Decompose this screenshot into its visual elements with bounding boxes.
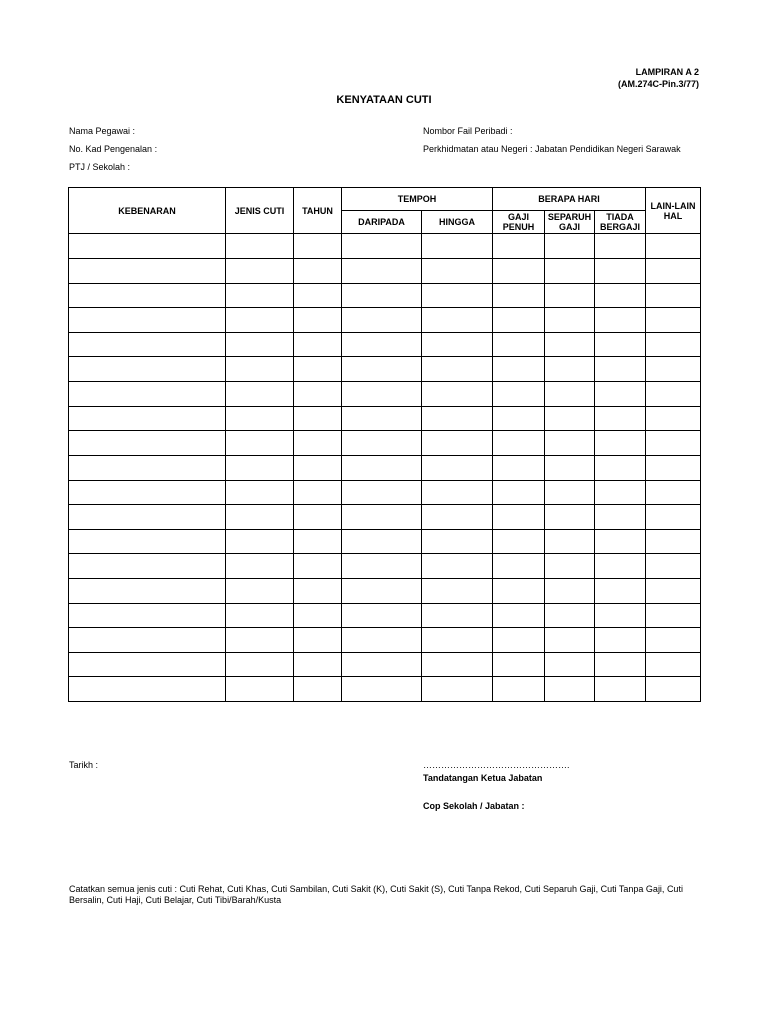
table-cell[interactable] — [294, 652, 342, 677]
table-cell[interactable] — [226, 529, 294, 554]
table-cell[interactable] — [595, 234, 646, 259]
header-berapa-hari: BERAPA HARI — [493, 188, 646, 211]
table-cell[interactable] — [422, 382, 493, 407]
table-cell[interactable] — [294, 283, 342, 308]
table-cell[interactable] — [294, 406, 342, 431]
table-cell[interactable] — [595, 332, 646, 357]
table-cell[interactable] — [69, 603, 226, 628]
table-cell[interactable] — [69, 628, 226, 653]
table-row — [69, 234, 701, 259]
header-lain-lain-hal: LAIN-LAIN HAL — [646, 188, 701, 234]
table-cell[interactable] — [646, 529, 701, 554]
table-cell[interactable] — [493, 554, 545, 579]
table-cell[interactable] — [493, 603, 545, 628]
table-cell[interactable] — [545, 234, 595, 259]
table-cell[interactable] — [226, 628, 294, 653]
table-cell[interactable] — [422, 603, 493, 628]
table-cell[interactable] — [69, 480, 226, 505]
table-cell[interactable] — [342, 283, 422, 308]
table-cell[interactable] — [595, 505, 646, 530]
table-cell[interactable] — [226, 578, 294, 603]
table-cell[interactable] — [226, 455, 294, 480]
table-cell[interactable] — [422, 505, 493, 530]
table-cell[interactable] — [493, 455, 545, 480]
table-cell[interactable] — [226, 357, 294, 382]
table-cell[interactable] — [646, 505, 701, 530]
table-cell[interactable] — [595, 480, 646, 505]
table-cell[interactable] — [69, 505, 226, 530]
table-cell[interactable] — [646, 455, 701, 480]
table-cell[interactable] — [422, 431, 493, 456]
table-cell[interactable] — [342, 455, 422, 480]
table-cell[interactable] — [69, 529, 226, 554]
table-cell[interactable] — [342, 357, 422, 382]
table-cell[interactable] — [595, 529, 646, 554]
table-cell[interactable] — [493, 283, 545, 308]
table-body — [69, 234, 701, 702]
table-row — [69, 406, 701, 431]
table-cell[interactable] — [545, 554, 595, 579]
table-cell[interactable] — [226, 332, 294, 357]
table-cell[interactable] — [545, 308, 595, 333]
table-cell[interactable] — [226, 505, 294, 530]
table-cell[interactable] — [294, 480, 342, 505]
table-row — [69, 677, 701, 702]
header-tiada-bergaji: TIADA BERGAJI — [595, 211, 646, 234]
table-cell[interactable] — [69, 234, 226, 259]
table-cell[interactable] — [69, 283, 226, 308]
table-cell[interactable] — [646, 554, 701, 579]
table-row — [69, 554, 701, 579]
table-cell[interactable] — [595, 455, 646, 480]
table-cell[interactable] — [294, 529, 342, 554]
table-row — [69, 652, 701, 677]
nama-pegawai-label: Nama Pegawai : — [69, 126, 136, 136]
table-row — [69, 529, 701, 554]
table-cell[interactable] — [493, 677, 545, 702]
table-cell[interactable] — [493, 308, 545, 333]
table-cell[interactable] — [595, 652, 646, 677]
table-row — [69, 628, 701, 653]
table-cell[interactable] — [226, 677, 294, 702]
table-cell[interactable] — [646, 677, 701, 702]
table-cell[interactable] — [342, 382, 422, 407]
table-cell[interactable] — [646, 308, 701, 333]
table-cell[interactable] — [595, 628, 646, 653]
signature-line: …………………………………………. — [423, 760, 570, 770]
table-cell[interactable] — [226, 603, 294, 628]
table-cell[interactable] — [422, 406, 493, 431]
table-cell[interactable] — [294, 578, 342, 603]
table-cell[interactable] — [545, 455, 595, 480]
table-cell[interactable] — [545, 603, 595, 628]
table-row — [69, 431, 701, 456]
table-row — [69, 283, 701, 308]
table-cell[interactable] — [545, 652, 595, 677]
form-reference-code: (AM.274C-Pin.3/77) — [617, 79, 699, 89]
table-cell[interactable] — [226, 382, 294, 407]
table-cell[interactable] — [342, 480, 422, 505]
header-tahun: TAHUN — [294, 188, 342, 234]
header-gaji-penuh: GAJI PENUH — [493, 211, 545, 234]
no-kad-label: No. Kad Pengenalan : — [69, 144, 158, 154]
table-cell[interactable] — [69, 554, 226, 579]
table-cell[interactable] — [294, 357, 342, 382]
table-cell[interactable] — [545, 529, 595, 554]
table-cell[interactable] — [294, 431, 342, 456]
table-cell[interactable] — [69, 652, 226, 677]
table-cell[interactable] — [493, 259, 545, 284]
table-cell[interactable] — [69, 308, 226, 333]
table-cell[interactable] — [69, 259, 226, 284]
table-cell[interactable] — [595, 357, 646, 382]
table-cell[interactable] — [226, 308, 294, 333]
table-cell[interactable] — [226, 554, 294, 579]
table-cell[interactable] — [342, 259, 422, 284]
table-row — [69, 308, 701, 333]
perkhidmatan-label: Perkhidmatan atau Negeri : Jabatan Pendidikan Negeri Sarawak — [423, 144, 681, 154]
table-cell[interactable] — [545, 382, 595, 407]
page-title: KENYATAAN CUTI — [336, 94, 432, 106]
table-cell[interactable] — [595, 308, 646, 333]
table-cell[interactable] — [493, 578, 545, 603]
table-cell[interactable] — [342, 234, 422, 259]
table-cell[interactable] — [342, 603, 422, 628]
table-cell[interactable] — [646, 652, 701, 677]
table-cell[interactable] — [294, 234, 342, 259]
table-cell[interactable] — [595, 259, 646, 284]
table-cell[interactable] — [342, 332, 422, 357]
table-cell[interactable] — [646, 578, 701, 603]
table-cell[interactable] — [226, 431, 294, 456]
table-cell[interactable] — [493, 628, 545, 653]
table-cell[interactable] — [493, 431, 545, 456]
table-cell[interactable] — [294, 677, 342, 702]
table-cell[interactable] — [294, 554, 342, 579]
table-cell[interactable] — [646, 382, 701, 407]
table-cell[interactable] — [69, 357, 226, 382]
table-cell[interactable] — [646, 628, 701, 653]
table-cell[interactable] — [69, 406, 226, 431]
table-cell[interactable] — [646, 431, 701, 456]
table-cell[interactable] — [646, 406, 701, 431]
table-cell[interactable] — [226, 234, 294, 259]
table-row — [69, 259, 701, 284]
table-cell[interactable] — [545, 480, 595, 505]
table-cell[interactable] — [545, 259, 595, 284]
table-cell[interactable] — [545, 332, 595, 357]
table-cell[interactable] — [342, 677, 422, 702]
table-cell[interactable] — [226, 652, 294, 677]
ptj-sekolah-label: PTJ / Sekolah : — [69, 162, 131, 172]
table-cell[interactable] — [342, 308, 422, 333]
table-cell[interactable] — [493, 332, 545, 357]
table-cell[interactable] — [342, 505, 422, 530]
table-cell[interactable] — [646, 259, 701, 284]
table-cell[interactable] — [422, 677, 493, 702]
table-cell[interactable] — [545, 431, 595, 456]
table-cell[interactable] — [422, 529, 493, 554]
header-jenis-cuti: JENIS CUTI — [226, 188, 294, 234]
header-tempoh: TEMPOH — [342, 188, 493, 211]
table-row — [69, 505, 701, 530]
table-cell[interactable] — [69, 578, 226, 603]
table-cell[interactable] — [422, 652, 493, 677]
table-cell[interactable] — [646, 332, 701, 357]
table-cell[interactable] — [422, 578, 493, 603]
table-cell[interactable] — [226, 480, 294, 505]
table-cell[interactable] — [493, 406, 545, 431]
table-cell[interactable] — [294, 603, 342, 628]
table-cell[interactable] — [545, 628, 595, 653]
table-cell[interactable] — [646, 480, 701, 505]
table-header-row — [69, 188, 701, 211]
table-cell[interactable] — [69, 332, 226, 357]
table-cell[interactable] — [646, 357, 701, 382]
nombor-fail-label: Nombor Fail Peribadi : — [423, 126, 513, 136]
table-cell[interactable] — [294, 505, 342, 530]
table-cell[interactable] — [422, 628, 493, 653]
table-cell[interactable] — [545, 283, 595, 308]
table-cell[interactable] — [493, 480, 545, 505]
table-cell[interactable] — [493, 382, 545, 407]
table-cell[interactable] — [226, 406, 294, 431]
table-cell[interactable] — [342, 578, 422, 603]
table-cell[interactable] — [493, 357, 545, 382]
table-cell[interactable] — [226, 259, 294, 284]
table-cell[interactable] — [69, 677, 226, 702]
table-cell[interactable] — [493, 234, 545, 259]
header-kebenaran: KEBENARAN — [69, 188, 226, 234]
table-cell[interactable] — [294, 259, 342, 284]
table-cell[interactable] — [294, 382, 342, 407]
table-cell[interactable] — [545, 677, 595, 702]
lampiran-label: LAMPIRAN A 2 — [635, 67, 699, 77]
table-cell[interactable] — [422, 283, 493, 308]
tarikh-label: Tarikh : — [69, 760, 99, 770]
header-daripada: DARIPADA — [342, 211, 422, 234]
table-cell[interactable] — [342, 652, 422, 677]
catatan-note: Catatkan semua jenis cuti : Cuti Rehat, Cuti Khas, Cuti Sambilan, Cuti Sakit (K), Cuti Sakit (S), Cuti Tanpa Rekod, Cuti Separuh Gaji, Cuti Tanpa Gaji, Cuti Bersalin, Cuti Haji, Cuti Belajar, Cuti Tibi/Barah/Kusta — [69, 884, 683, 905]
table-row — [69, 578, 701, 603]
table-cell[interactable] — [422, 308, 493, 333]
table-cell[interactable] — [545, 406, 595, 431]
table-row — [69, 455, 701, 480]
table-cell[interactable] — [69, 382, 226, 407]
table-row — [69, 332, 701, 357]
table-cell[interactable] — [595, 382, 646, 407]
table-cell[interactable] — [294, 628, 342, 653]
table-cell[interactable] — [545, 357, 595, 382]
table-cell[interactable] — [646, 234, 701, 259]
table-cell[interactable] — [422, 554, 493, 579]
table-cell[interactable] — [595, 431, 646, 456]
table-cell[interactable] — [595, 554, 646, 579]
table-cell[interactable] — [422, 332, 493, 357]
header-separuh-gaji: SEPARUH GAJI — [545, 211, 595, 234]
appendix-reference — [480, 66, 699, 90]
table-cell[interactable] — [422, 234, 493, 259]
table-cell[interactable] — [342, 406, 422, 431]
tandatangan-label: Tandatangan Ketua Jabatan — [423, 773, 543, 783]
table-cell[interactable] — [342, 529, 422, 554]
table-cell[interactable] — [226, 283, 294, 308]
table-cell[interactable] — [545, 578, 595, 603]
table-cell[interactable] — [342, 431, 422, 456]
table-cell[interactable] — [342, 628, 422, 653]
table-cell[interactable] — [646, 283, 701, 308]
table-cell[interactable] — [422, 480, 493, 505]
table-cell[interactable] — [422, 357, 493, 382]
table-cell[interactable] — [493, 505, 545, 530]
table-row — [69, 357, 701, 382]
table-cell[interactable] — [595, 578, 646, 603]
table-cell[interactable] — [294, 308, 342, 333]
table-cell[interactable] — [342, 554, 422, 579]
table-cell[interactable] — [69, 431, 226, 456]
table-cell[interactable] — [646, 603, 701, 628]
table-cell[interactable] — [595, 406, 646, 431]
table-cell[interactable] — [294, 332, 342, 357]
table-cell[interactable] — [493, 652, 545, 677]
table-row — [69, 480, 701, 505]
table-row — [69, 603, 701, 628]
table-cell[interactable] — [422, 455, 493, 480]
table-cell[interactable] — [595, 603, 646, 628]
table-cell[interactable] — [545, 505, 595, 530]
table-row — [69, 382, 701, 407]
header-hingga: HINGGA — [422, 211, 493, 234]
table-cell[interactable] — [595, 677, 646, 702]
table-cell[interactable] — [493, 529, 545, 554]
table-cell[interactable] — [595, 283, 646, 308]
cop-label: Cop Sekolah / Jabatan : — [423, 801, 525, 811]
table-cell[interactable] — [294, 455, 342, 480]
leave-record-table — [68, 187, 701, 702]
table-cell[interactable] — [69, 455, 226, 480]
table-cell[interactable] — [422, 259, 493, 284]
